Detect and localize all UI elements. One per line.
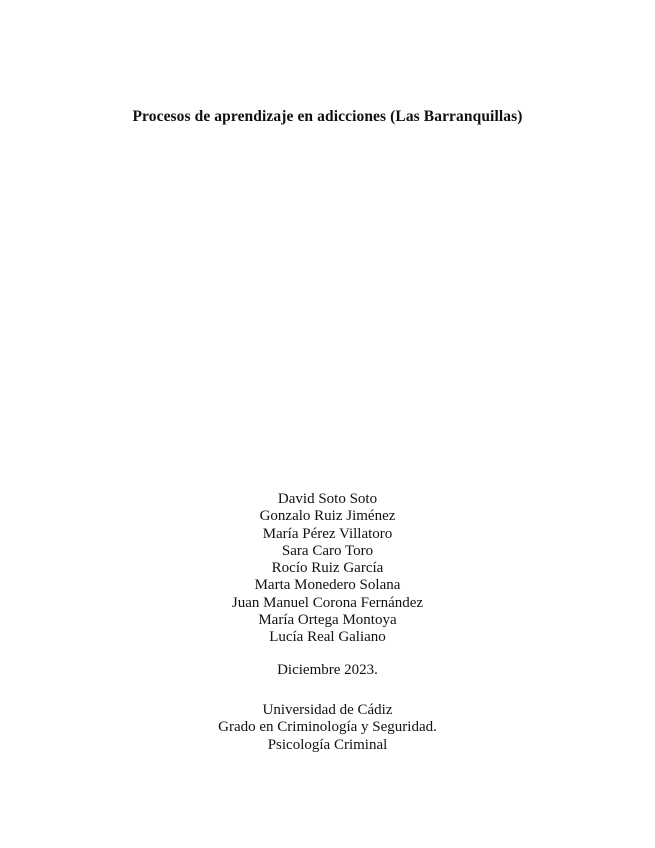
- author-name: Rocío Ruiz García: [271, 560, 384, 577]
- author-name: Gonzalo Ruiz Jiménez: [259, 508, 396, 525]
- author-name: Sara Caro Toro: [281, 542, 374, 559]
- document-date: Diciembre 2023.: [277, 662, 378, 678]
- author-name: María Pérez Villatoro: [262, 525, 393, 542]
- author-list: [0, 491, 655, 647]
- course-name: Psicología Criminal: [267, 736, 388, 753]
- author-name: David Soto Soto: [277, 491, 378, 507]
- author-name: Marta Monedero Solana: [254, 577, 401, 594]
- author-name: Lucía Real Galiano: [269, 629, 386, 646]
- document-title: Procesos de aprendizaje en adicciones (Las Barranquillas): [132, 108, 523, 125]
- institution-block: [0, 702, 655, 754]
- author-name: María Ortega Montoya: [258, 612, 397, 629]
- degree-name: Grado en Criminología y Seguridad.: [218, 719, 437, 736]
- university-name: Universidad de Cádiz: [262, 702, 393, 718]
- author-name: Juan Manuel Corona Fernández: [231, 594, 424, 611]
